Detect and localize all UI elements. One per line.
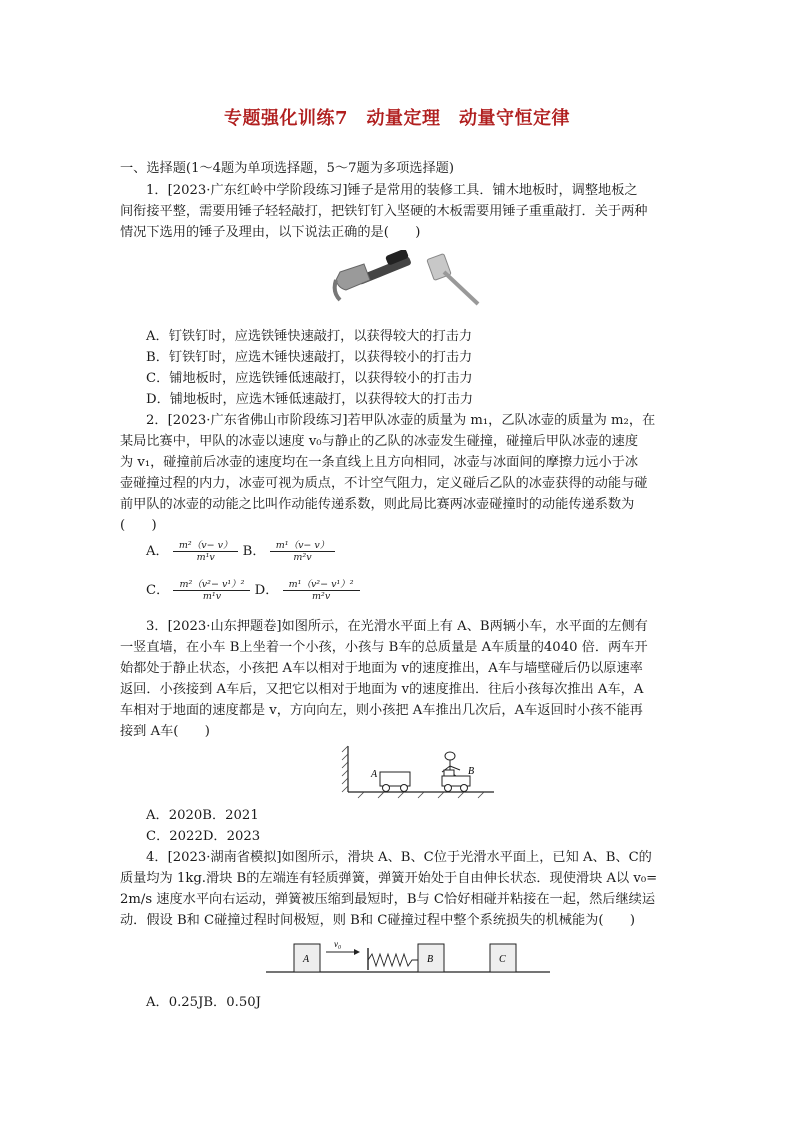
q2-option-b-label: B．: [242, 544, 266, 559]
q2-line-1: 2．[2023·广东省佛山市阶段练习]若甲队冰壶的质量为 m₁，乙队冰壶的质量为 m₂，在: [146, 413, 656, 428]
q2-option-c-fraction: [173, 579, 250, 602]
velocity-arrow-icon: [326, 949, 360, 955]
q2-option-c-denominator: m¹v: [202, 591, 222, 602]
q2-option-a-denominator: m¹v: [196, 552, 215, 563]
q1-line-2: 间衔接平整，需要用锤子轻轻敲打，把铁钉钉入坚硬的木板需要用锤子重重敲打．关于两种: [120, 204, 648, 219]
q2-line-2: 某局比赛中，甲队的冰壶以速度 v₀与静止的乙队的冰壶发生碰撞，碰撞后甲队冰壶的速度: [120, 434, 639, 449]
q2-option-d-fraction: [283, 579, 360, 602]
q1-option-d: D．铺地板时，应选木锤低速敲打，以获得较大的打击力: [146, 392, 474, 407]
q2-options-ab: [146, 540, 706, 570]
q1-line-1: 1．[2023·广东红岭中学阶段练习]锤子是常用的装修工具．铺木地板时，调整地板之: [146, 183, 638, 198]
cart-b-with-child-icon: [442, 752, 470, 792]
block-b-label: B: [427, 954, 434, 965]
q1-option-b: B．钉铁钉时，应选木锤快速敲打，以获得较小的打击力: [146, 350, 473, 365]
q3-line-4: 返回．小孩接到 A车后，又把它以相对于地面为 v的速度推出．往后小孩每次推出 A车，A: [120, 682, 644, 697]
q1-line-3: 情况下选用的锤子及理由，以下说法正确的是( ): [120, 225, 421, 240]
q3-line-2: 一竖直墙，在小车 B上坐着一个小孩，小孩与 B车的总质量是 A车质量的4040 倍．两车开: [120, 640, 648, 655]
q2-option-b-denominator: m²v: [293, 552, 312, 563]
q4-line-4: 动．假设 B和 C碰撞过程时间极短，则 B和 C碰撞过程中整个系统损失的机械能为( ): [120, 913, 635, 928]
q2-option-d-label: D．: [254, 583, 279, 598]
q2-option-b-numerator: m¹（v− v）: [270, 540, 336, 552]
q3-line-1: 3．[2023·山东押题卷]如图所示，在光滑水平面上有 A、B两辆小车，水平面的左侧有: [146, 619, 648, 634]
cart-b-label: B: [468, 766, 475, 777]
iron-hammer-icon: [335, 250, 412, 300]
q2-option-d-numerator: m¹（v²− v¹）²: [283, 579, 360, 591]
q2-option-b-fraction: [270, 540, 336, 563]
blocks-spring-figure: [264, 936, 554, 980]
q4-options-ab: A．0.25JB．0.50J: [146, 995, 261, 1010]
block-a-label: A: [303, 954, 310, 965]
spring-icon: [368, 948, 418, 970]
hammers-figure: [330, 250, 490, 312]
q3-options-cd: C．2022D．2023: [146, 829, 261, 844]
q1-option-a: A．钉铁钉时，应选铁锤快速敲打，以获得较大的打击力: [146, 329, 473, 344]
q2-option-a-fraction: [173, 540, 239, 563]
cart-a-icon: [380, 772, 410, 792]
q4-line-1: 4．[2023·湖南省模拟]如图所示，滑块 A、B、C位于光滑水平面上，已知 A、B、C的: [146, 850, 652, 865]
q3-line-3: 始都处于静止状态，小孩把 A车以相对于地面为 v的速度推出，A车与墙壁碰后仍以原速率: [120, 661, 643, 676]
carts-figure: [338, 744, 498, 800]
q4-line-3: 2m/s 速度水平向右运动，弹簧被压缩到最短时，B与 C恰好相碰并粘接在一起，然后继续运: [120, 892, 656, 907]
q2-line-4: 壶碰撞过程的内力，冰壶可视为质点，不计空气阻力，定义碰后乙队的冰壶获得的动能与碰: [120, 476, 648, 491]
q2-options-cd: [146, 579, 706, 609]
page-title: 专题强化训练7 动量定理 动量守恒定律: [223, 108, 571, 129]
q2-line-5: 前甲队的冰壶的动能之比叫作动能传递系数，则此局比赛两冰壶碰撞时的动能传递系数为: [120, 497, 635, 512]
q2-option-c-numerator: m²（v²− v¹）²: [173, 579, 250, 591]
q3-line-6: 接到 A车( ): [120, 724, 210, 739]
q2-option-d-denominator: m²v: [312, 591, 331, 602]
q1-option-c: C．铺地板时，应选铁锤低速敲打，以获得较小的打击力: [146, 371, 473, 386]
q3-options-ab: A．2020B．2021: [146, 808, 259, 823]
q2-option-a-numerator: m²（v− v）: [173, 540, 239, 552]
q4-line-2: 质量均为 1kg.滑块 B的左端连有轻质弹簧，弹簧开始处于自由伸长状态．现使滑块 A以 v₀=: [120, 871, 658, 886]
wooden-mallet-icon: [427, 254, 478, 304]
q3-line-5: 车相对于地面的速度都是 v，方向向左，则小孩把 A车推出几次后，A车返回时小孩不能再: [120, 703, 643, 718]
q2-line-3: 为 v₁，碰撞前后冰壶的速度均在一条直线上且方向相同，冰壶与冰面间的摩擦力远小于冰: [120, 455, 639, 470]
section-heading: 一、选择题(1～4题为单项选择题，5～7题为多项选择题): [120, 161, 454, 176]
cart-a-label: A: [371, 769, 378, 780]
block-c-label: C: [499, 954, 506, 965]
q2-line-6: ( ): [120, 518, 157, 533]
q2-option-c-label: C．: [146, 583, 170, 598]
q2-option-a-label: A．: [146, 544, 169, 559]
v0-label: v₀: [334, 939, 342, 949]
